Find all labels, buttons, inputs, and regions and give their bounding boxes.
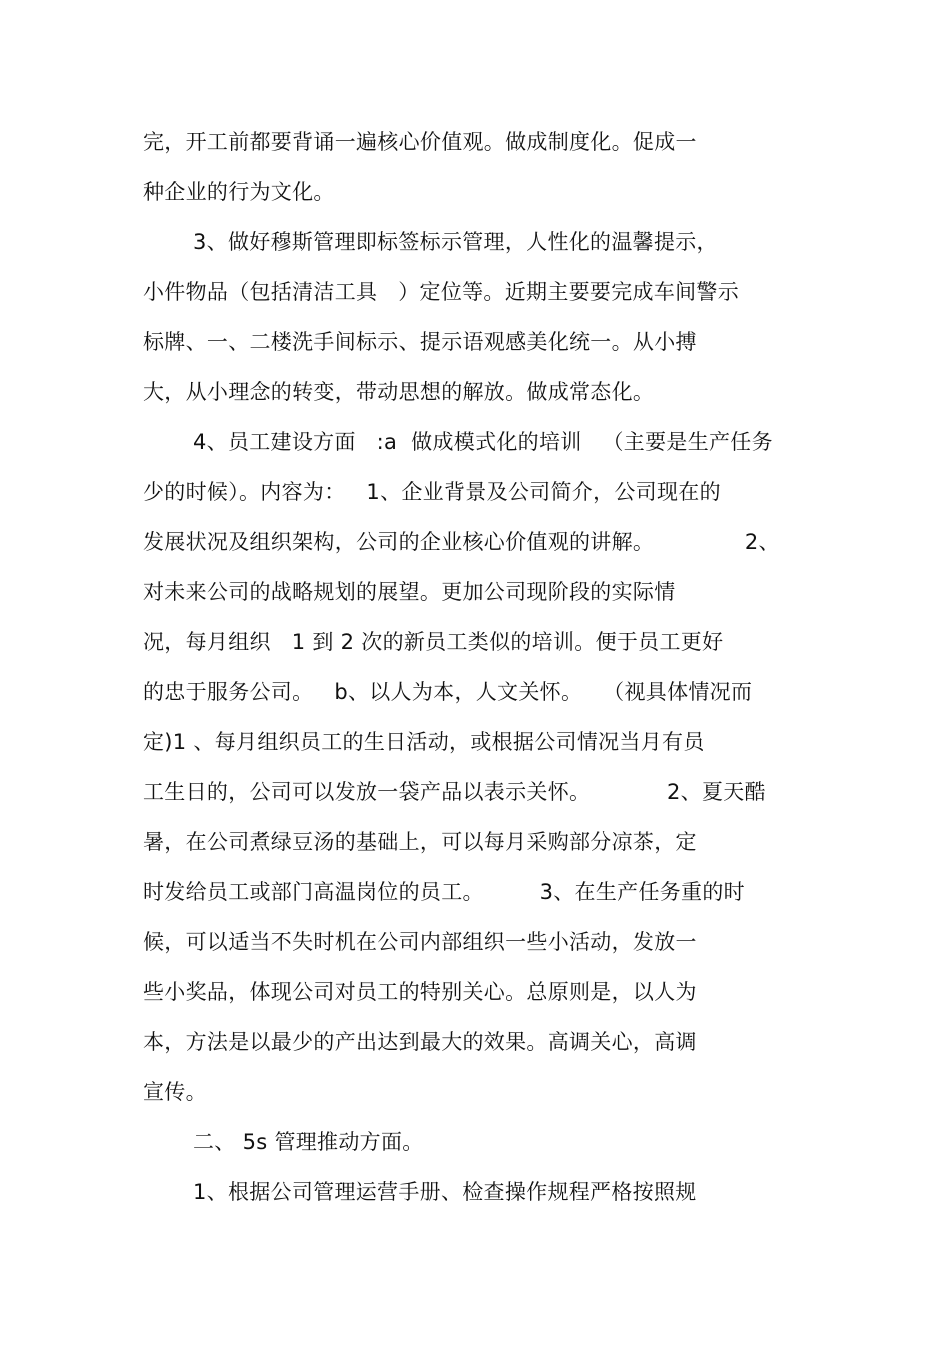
text-line: 少的时候）。内容为： 1、企业背景及公司简介，公司现在的	[143, 480, 721, 504]
text-line: 的忠于服务公司。 b、以人为本，人文关怀。 （视具体情况而	[143, 680, 753, 704]
section-heading: 二、 5s 管理推动方面。	[193, 1130, 424, 1154]
text-line: 暑，在公司煮绿豆汤的基础上，可以每月采购部分凉茶，定	[143, 830, 697, 854]
text-line: 工生日的，公司可以发放一袋产品以表示关怀。 2、夏天酷	[143, 780, 766, 804]
text-line: 候，可以适当不失时机在公司内部组织一些小活动，发放一	[143, 930, 697, 954]
text-line: 4、员工建设方面 :a 做成模式化的培训 （主要是生产任务	[193, 430, 773, 454]
text-line: 完，开工前都要背诵一遍核心价值观。做成制度化。促成一	[143, 130, 697, 154]
text-line: 本，方法是以最少的产出达到最大的效果。高调关心，高调	[143, 1030, 697, 1054]
text-line: 宣传。	[143, 1080, 207, 1104]
text-line: 对未来公司的战略规划的展望。更加公司现阶段的实际情	[143, 580, 676, 604]
text-line: 小件物品（包括清洁工具 ）定位等。近期主要要完成车间警示	[143, 280, 740, 304]
text-line: 时发给员工或部门高温岗位的员工。 3、在生产任务重的时	[143, 880, 745, 904]
text-line: 大，从小理念的转变，带动思想的解放。做成常态化。	[143, 380, 655, 404]
text-line: 况，每月组织 1 到 2 次的新员工类似的培训。便于员工更好	[143, 630, 724, 654]
text-line: 定)1 、每月组织员工的生日活动，或根据公司情况当月有员	[143, 730, 705, 754]
text-line: 发展状况及组织架构，公司的企业核心价值观的讲解。 2、	[143, 530, 780, 554]
text-line: 3、做好穆斯管理即标签标示管理，人性化的温馨提示，	[193, 230, 718, 254]
text-line: 标牌、一、二楼洗手间标示、提示语观感美化统一。从小搏	[143, 330, 697, 354]
text-line: 些小奖品，体现公司对员工的特别关心。总原则是，以人为	[143, 980, 697, 1004]
text-line: 种企业的行为文化。	[143, 180, 335, 204]
text-line: 1、根据公司管理运营手册、检查操作规程严格按照规	[193, 1180, 697, 1204]
